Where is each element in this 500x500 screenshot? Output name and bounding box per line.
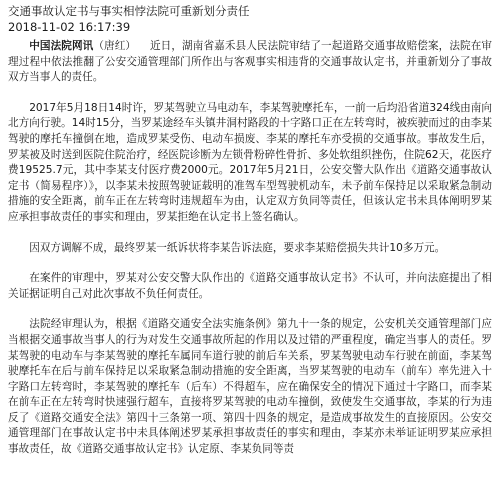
ruling-paragraph: 法院经审理认为，根据《道路交通安全法实施条例》第九十一条的规定，公安机关交通管理部门应当根据交通事故当事人的行为对发生交通事故所起的作用以及过错的严重程度，确定当事人的责任。罗某驾驶的电动车与李某驾驶的摩托车属同车道行驶的前后车关系，罗某驾驶电动车行驶在前面，李某驾驶摩托车在后与前车保持足以采取紧急制动措施的安全距离，当罗某驾驶的电动车（前车）率先进入十字路口左转弯时，李某驾驶的摩托车（后车）不得超车，应在确保安全的情况下通过十字路口，而李某在前车正在左转弯时快速强行超车，直接将罗某驾驶的电动车撞倒，致使发生交通事故，李某的行为违反了《道路交通安全法》第四十三条第一项、第四十四条的规定，是造成事故发生的直接原因。公安交通管理部门在事故认定书中未具体阐述罗某承担事故责任的事实和理由，李某亦未举证证明罗某应承担事故责任，故《道路交通事故认定书》认定原、李某负同等责 [8, 318, 492, 456]
lead-text: 近日，湖南省嘉禾县人民法院审结了一起道路交通事故赔偿案，法院在审理过程中依法推翻了公安交通管理部门所作出与客观事实相违背的交通事故认定书，并重新划分了事故双方当事人的责任。 [8, 40, 493, 84]
source-name: 中国法院网讯 [29, 40, 94, 52]
publish-date: 2018-11-02 16:17:39 [8, 20, 131, 34]
trial-paragraph: 在案件的审理中，罗某对公安交警大队作出的《道路交通事故认定书》不认可，并向法庭提出了相关证据证明自己对此次事故不负任何责任。 [8, 272, 492, 300]
author-name: （唐红） [93, 40, 137, 52]
lead-paragraph [8, 39, 492, 86]
lawsuit-paragraph: 因双方调解不成，最终罗某一纸诉状将李某告诉法庭，要求李某赔偿损失共计10多万元。 [29, 241, 446, 254]
news-source [29, 40, 136, 52]
article-title: 交通事故认定书与事实相悖法院可重新划分责任 [8, 4, 250, 18]
incident-paragraph: 2017年5月18日14时许，罗某驾驶立马电动车，李某驾驶摩托车，一前一后均沿省道324线由南向北方向行驶。14时15分，当罗某途经车头镇井洞村路段的十字路口正在左转弯时，被疾驶而过的由李某驾驶的摩托车撞倒在地，造成罗某受伤、电动车损废、李某的摩托车亦受损的交通事故。事故发生后，罗某被及时送到医院住院治疗，经医院诊断为左锁骨粉碎性骨折、多处软组织挫伤，住院62天，花医疗费19525.7元，其中李某支付医疗费2000元。2017年5月21日，公安交警大队作出《道路交通事故认定书（简易程序）》，以李某未按照驾驶证载明的准驾车型驾驶机动车，未予前车保持足以采取紧急制动措施的安全距离，前车正在左转弯时违规超车为由，认定双方负同等责任，但该认定书未具体阐明罗某应承担事故责任的事实和理由，罗某拒绝在认定书上签名确认。 [8, 101, 492, 223]
